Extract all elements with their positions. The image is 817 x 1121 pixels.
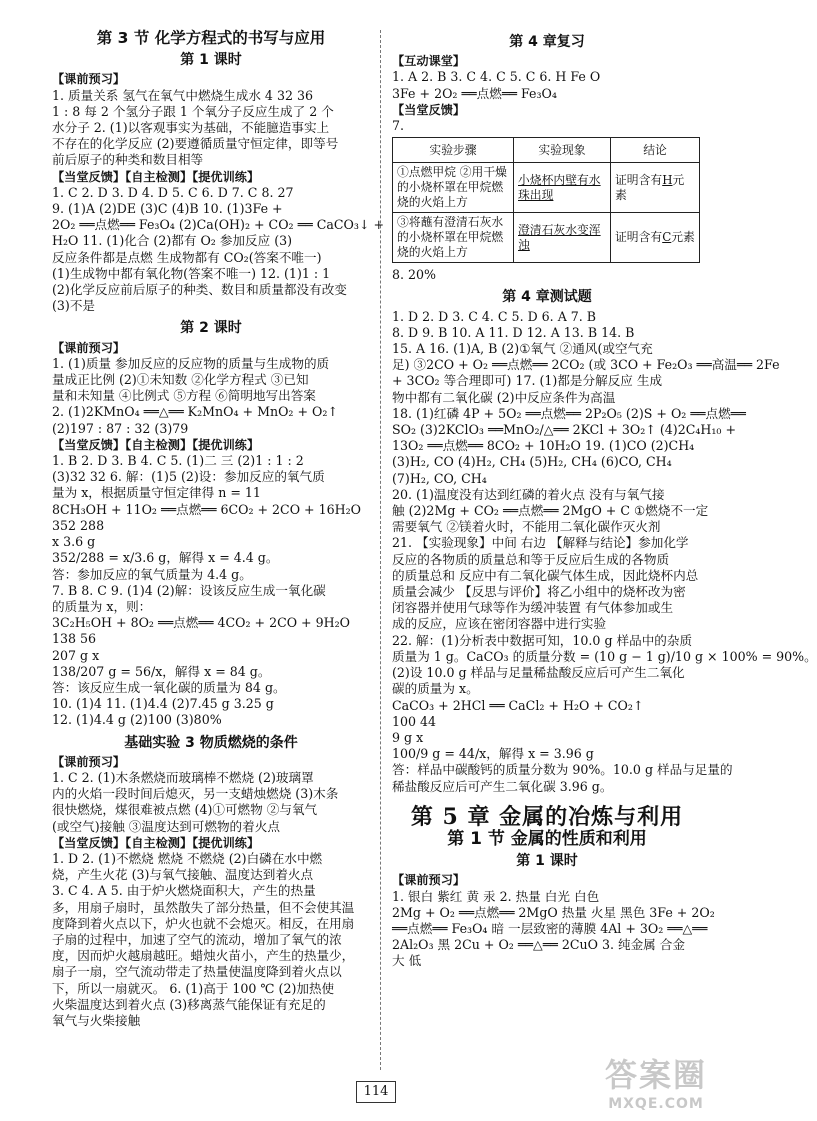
answer-line: 2O₂ ══点燃══ Fe₃O₄ (2)Ca(OH)₂ + CO₂ ══ CaCO₃↓ + <box>52 217 384 233</box>
answer-line: 扇子一扇，空气流动带走了热量使温度降到着火点以 <box>52 964 342 980</box>
review-answers <box>392 53 702 134</box>
table-cell-conclusion: 证明含有C元素 <box>611 213 700 263</box>
answer-line: 【课前预习】 <box>392 873 466 888</box>
answer-line: 7. B 8. C 9. (1)4 (2)解：设该反应生成一氧化碳 <box>52 582 326 598</box>
answer-line: 【课前预习】 <box>52 340 126 355</box>
answer-line: 2. (1)2KMnO₄ ══△══ K₂MnO₄ + MnO₂ + O₂↑ <box>52 404 338 420</box>
answer-line: 1. B 2. D 3. B 4. C 5. (1)二 三 (2)1 : 1 : 2 <box>52 453 304 469</box>
answer-line: 15. A 16. (1)A, B (2)①氧气 ②通风(或空气充 <box>392 341 653 357</box>
table-cell-conclusion: 证明含有H元素 <box>611 163 700 213</box>
answer-line: 13O₂ ══点燃══ 8CO₂ + 10H₂O 19. (1)CO (2)CH₄ <box>392 438 695 454</box>
answer-line: 碳的质量为 x。 <box>392 681 479 697</box>
section-title: 第 3 节 化学方程式的书写与应用 <box>96 29 326 47</box>
answer-line: 22. 解：(1)分析表中数据可知，10.0 g 样品中的杂质 <box>392 632 693 648</box>
answer-line: (2)197 : 87 : 32 (3)79 <box>52 420 189 436</box>
answer-line: 答：样品中碳酸钙的质量分数为 90%。10.0 g 样品与足量的 <box>392 762 733 778</box>
test-answers <box>392 308 817 795</box>
answer-line: 的质量为 x，则： <box>52 598 152 614</box>
answer-line: 【当堂反馈】 <box>392 102 466 117</box>
answer-line: 闭容器并使用气球等作为缓冲装置 有气体参加或生 <box>392 600 674 616</box>
answer-line: 不存在的化学反应 (2)要遵循质量守恒定律，即等号 <box>52 136 339 152</box>
answer-line: 烧，产生火花 (3)与氧气接触、温度达到着火点 <box>52 867 314 883</box>
answer-line: 【课前预习】 <box>52 72 126 87</box>
left-column <box>52 28 384 1029</box>
lesson-1-answers <box>52 71 384 314</box>
answer-line: 触 (2)2Mg + CO₂ ══点燃══ 2MgO + C ①燃烧不一定 <box>392 503 709 519</box>
answer-line: 207 g x <box>52 647 100 663</box>
answer-line: 2Al₂O₃ 黑 2Cu + O₂ ══△══ 2CuO 3. 纯金属 合金 <box>392 937 685 953</box>
answer-line: 反应的各物质的质量总和等于反应后生成的各物质 <box>392 551 670 567</box>
answer-line: 多，用扇子扇时，虽然散失了部分热量，但不会使其温 <box>52 899 355 915</box>
experiment-title: 基础实验 3 物质燃烧的条件 <box>124 734 298 751</box>
answer-line: 火柴温度达到着火点 (3)移离蒸气能保证有充足的 <box>52 996 326 1012</box>
answer-line: 3C₂H₅OH + 8O₂ ══点燃══ 4CO₂ + 2CO + 9H₂O <box>52 615 350 631</box>
answer-line: 质量为 1 g。CaCO₃ 的质量分数 = (10 g − 1 g)/10 g × 100% = 90%。 <box>392 648 817 664</box>
right-column <box>392 28 817 970</box>
answer-line: 352/288 = x/3.6 g，解得 x = 4.4 g。 <box>52 550 279 566</box>
answer-line: 子扇的过程中，加速了空气的流动，增加了氧气的浓 <box>52 931 342 947</box>
lesson-1-title: 第 1 课时 <box>180 52 242 69</box>
answer-line: H₂O 11. (1)化合 (2)都有 O₂ 参加反应 (3) <box>52 233 293 249</box>
test-title: 第 4 章测试题 <box>502 289 592 306</box>
answer-line: 下，所以一扇就灭。 6. (1)高于 100 ℃ (2)加热使 <box>52 980 335 996</box>
answer-line: 答：参加反应的氧气质量为 4.4 g。 <box>52 566 252 582</box>
answer-line: 【当堂反馈】【自主检测】【提优训练】 <box>52 169 260 184</box>
watermark-logo: 答案圈 MXQE.COM <box>604 1056 707 1112</box>
section-title-ch5: 第 1 节 金属的性质和利用 <box>447 828 647 849</box>
answer-line: 前后原子的种类和数目相等 <box>52 152 204 168</box>
answer-line: 反应条件都是点燃 生成物都有 CO₂(答案不唯一) <box>52 249 322 265</box>
experiment-table <box>392 137 700 263</box>
table-cell-step: ①点燃甲烷 ②用干燥的小烧杯罩在甲烷燃烧的火焰上方 <box>393 163 514 213</box>
lesson-2-answers <box>52 340 370 729</box>
answer-line: 352 288 <box>52 517 105 533</box>
answer-line: SO₂ (3)2KClO₃ ══MnO₂/△══ 2KCl + 3O₂↑ (4)2C₄H₁₀ + <box>392 422 737 438</box>
table-cell-step: ③将蘸有澄清石灰水的小烧杯罩在甲烷燃烧的火焰上方 <box>393 213 514 263</box>
lesson-2-title: 第 2 课时 <box>180 320 242 337</box>
answer-line: 量为 x，根据质量守恒定律得 n = 11 <box>52 485 261 501</box>
answer-line: 【当堂反馈】【自主检测】【提优训练】 <box>52 437 260 452</box>
answer-line: 100 44 <box>392 713 437 729</box>
answer-line: 足) ③2CO + O₂ ══点燃══ 2CO₂ (或 3CO + Fe₂O₃ ══高温══ 2Fe <box>392 357 780 373</box>
answer-line: 内的火焰一段时间后熄灭，另一支蜡烛燃烧 (3)木条 <box>52 786 339 802</box>
page-number: 114 <box>356 1081 396 1103</box>
answer-line: 【互动课堂】 <box>392 54 466 69</box>
answer-line: 氧气与火柴接触 <box>52 1012 141 1028</box>
answer-line: 1. D 2. (1)不燃烧 燃烧 不燃烧 (2)白磷在水中燃 <box>52 850 323 866</box>
answer-line: 很快燃烧，煤很难被点燃 (4)①可燃物 ②与氧气 <box>52 802 318 818</box>
answer-line: 水分子 2. (1)以客观事实为基础，不能臆造事实上 <box>52 120 330 136</box>
element-answer: C <box>662 230 672 245</box>
answer-line: (1)生成物中都有氧化物(答案不唯一) 12. (1)1 : 1 <box>52 265 331 281</box>
answer-line: 21. 【实验现象】中间 右边 【解释与结论】参加化学 <box>392 535 689 551</box>
answer-line: 10. (1)4 11. (1)4.4 (2)7.45 g 3.25 g <box>52 696 274 712</box>
answer-line: 稀盐酸反应后可产生二氧化碳 3.96 g。 <box>392 778 613 794</box>
answer-line: (或空气)接触 ③温度达到可燃物的着火点 <box>52 818 280 834</box>
answer-line: 【课前预习】 <box>52 754 126 769</box>
answer-line: (7)H₂, CO, CH₄ <box>392 470 487 486</box>
answer-line: 1. D 2. D 3. C 4. C 5. D 6. A 7. B <box>392 308 597 324</box>
answer-line: 需要氧气 ②镁着火时，不能用二氧化碳作灭火剂 <box>392 519 661 535</box>
answer-line: 大 低 <box>392 953 422 969</box>
answer-line: 1. (1)质量 参加反应的反应物的质量与生成物的质 <box>52 355 330 371</box>
answer-line: 1. C 2. (1)木条燃烧而玻璃棒不燃烧 (2)玻璃罩 <box>52 769 314 785</box>
table-row <box>393 163 700 213</box>
answer-line: 3. C 4. A 5. 由于炉火燃烧面积大，产生的热量 <box>52 883 316 899</box>
answer-line: + 3CO₂ 等合理即可) 17. (1)都是分解反应 生成 <box>392 373 663 389</box>
table-cell-phenomenon: 澄清石灰水变浑浊 <box>514 213 611 263</box>
answer-line: 100/9 g = 44/x，解得 x = 3.96 g <box>392 746 594 762</box>
answer-line: 1. 质量关系 氢气在氧气中燃烧生成水 4 32 36 <box>52 87 314 103</box>
answer-line: (3)不是 <box>52 298 96 314</box>
answer-line: 【当堂反馈】【自主检测】【提优训练】 <box>52 835 260 850</box>
answer-line: 12. (1)4.4 g (2)100 (3)80% <box>52 712 222 728</box>
answer-line: 2Mg + O₂ ══点燃══ 2MgO 热量 火星 黑色 3Fe + 2O₂ <box>392 904 715 920</box>
answer-line: (2)化学反应前后原子的种类、数目和质量都没有改变 <box>52 282 347 298</box>
answer-line: CaCO₃ + 2HCl ══ CaCl₂ + H₂O + CO₂↑ <box>392 697 644 713</box>
answer-line: ══点燃══ Fe₃O₄ 暗 一层致密的薄膜 4Al + 3O₂ ══△══ <box>392 920 708 936</box>
answer-line: 质量会减少 【反思与评价】将乙小组中的烧杯改为密 <box>392 584 686 600</box>
column-divider <box>380 30 381 1070</box>
answer-line: 138/207 g = 56/x，解得 x = 84 g。 <box>52 663 271 679</box>
answer-line: 物中都有二氧化碳 (2)中反应条件为高温 <box>392 389 616 405</box>
answer-line: 9. (1)A (2)DE (3)C (4)B 10. (1)3Fe + <box>52 201 283 217</box>
lesson-title-ch5: 第 1 课时 <box>516 853 578 870</box>
answer-line: x 3.6 g <box>52 534 96 550</box>
answer-line: 量和未知量 ④比例式 ⑤方程 ⑥简明地写出答案 <box>52 388 316 404</box>
answer-line: 8CH₃OH + 11O₂ ══点燃══ 6CO₂ + 2CO + 16H₂O <box>52 501 361 517</box>
answer-line: 138 56 <box>52 631 97 647</box>
answer-line: 18. (1)红磷 4P + 5O₂ ══点燃══ 2P₂O₅ (2)S + O₂ ══点燃══ <box>392 405 746 421</box>
answer-line: (2)设 10.0 g 样品与足量稀盐酸反应后可产生二氧化 <box>392 665 685 681</box>
answer-line: 1. A 2. B 3. C 4. C 5. C 6. H Fe O <box>392 69 601 85</box>
answer-line: 20. (1)温度没有达到红磷的着火点 没有与氧气接 <box>392 486 665 502</box>
answer-line: 8. D 9. B 10. A 11. D 12. A 13. B 14. B <box>392 324 635 340</box>
answer-line: 的质量总和 反应中有二氧化碳气体生成，因此烧杯内总 <box>392 567 699 583</box>
table-cell-phenomenon: 小烧杯内壁有水珠出现 <box>514 163 611 213</box>
chapter-5-answers <box>392 872 715 969</box>
answer-line: 度，因而炉火越扇越旺。蜡烛火苗小，产生的热量少， <box>52 948 355 964</box>
review-title: 第 4 章复习 <box>509 34 585 50</box>
answer-8: 8. 20% <box>392 267 437 283</box>
answer-line: 1. C 2. D 3. D 4. D 5. C 6. D 7. C 8. 27 <box>52 184 294 200</box>
answer-line: 量成正比例 (2)①未知数 ②化学方程式 ③已知 <box>52 372 309 388</box>
answer-line: 7. <box>392 118 405 134</box>
answer-line: 答：该反应生成一氧化碳的质量为 84 g。 <box>52 679 286 695</box>
element-answer: H <box>662 172 673 187</box>
answer-line: 度降到着火点以下，炉火也就不会熄灭。相反，在用扇 <box>52 915 355 931</box>
answer-line: 1 : 8 每 2 个氢分子跟 1 个氧分子反应生成了 2 个 <box>52 103 334 119</box>
answer-line: 1. 银白 紫红 黄 汞 2. 热量 白光 白色 <box>392 888 600 904</box>
answer-line: (3)32 32 6. 解：(1)5 (2)设：参加反应的氧气质 <box>52 469 325 485</box>
answer-line: (3)H₂, CO (4)H₂, CH₄ (5)H₂, CH₄ (6)CO, CH₄ <box>392 454 672 470</box>
table-header-conclusion: 结论 <box>611 138 700 163</box>
table-row <box>393 213 700 263</box>
table-header-step: 实验步骤 <box>393 138 514 163</box>
table-header-phenomenon: 实验现象 <box>514 138 611 163</box>
experiment-answers <box>52 754 370 1029</box>
answer-line: 成的反应，应该在密闭容器中进行实验 <box>392 616 607 632</box>
answer-line: 9 g x <box>392 729 424 745</box>
answer-line: 3Fe + 2O₂ ══点燃══ Fe₃O₄ <box>392 85 557 101</box>
chapter-title: 第 5 章 金属的冶炼与利用 <box>410 803 684 830</box>
